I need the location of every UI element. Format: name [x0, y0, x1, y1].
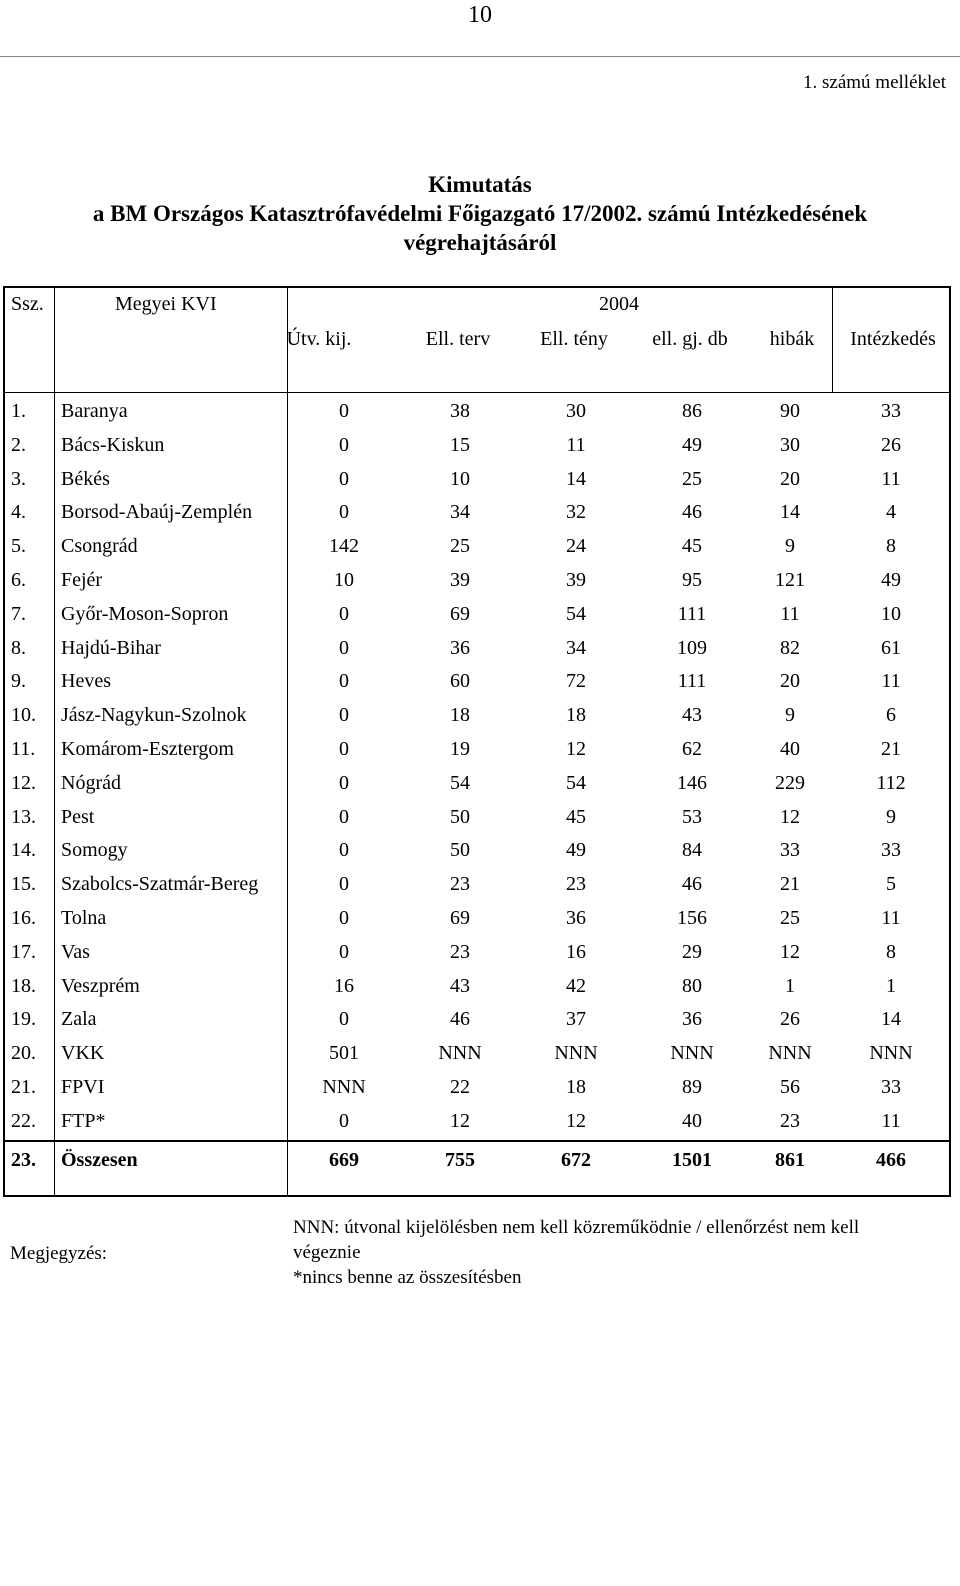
value-cell: 21	[881, 738, 901, 760]
title-line-3: végrehajtásáról	[403, 230, 557, 255]
value-cell: 11	[566, 433, 586, 456]
value-cell: 39	[450, 569, 470, 591]
value-cell: 0	[339, 738, 349, 760]
title-line-2: a BM Országos Katasztrófavédelmi Főigazgató 17/2002. számú Intézkedésének	[92, 201, 868, 226]
value-cell: 43	[682, 704, 702, 727]
value-cell: 9	[785, 704, 795, 727]
value-cell: 8	[886, 940, 896, 963]
county-name: Veszprém	[61, 974, 140, 997]
value-cell: 86	[682, 400, 702, 422]
column-header: hibák	[769, 328, 815, 350]
value-cell: 43	[450, 974, 470, 997]
value-cell: 14	[566, 467, 586, 490]
value-cell: 12	[450, 1109, 470, 1132]
note-line-1: NNN: útvonal kijelölésben nem kell közreműködnie / ellenőrzést nem kell	[293, 1217, 860, 1238]
value-cell: 11	[881, 1109, 901, 1132]
value-cell: 30	[780, 433, 800, 456]
value-cell: 0	[339, 839, 349, 862]
value-cell: 25	[780, 907, 800, 929]
total-value-cell: 466	[876, 1149, 906, 1171]
value-cell: 46	[682, 873, 702, 896]
value-cell: 33	[881, 1076, 901, 1098]
notes-label: Megjegyzés:	[10, 1243, 108, 1264]
column-header: Ell. tény	[540, 328, 608, 350]
row-number: 3.	[11, 467, 26, 490]
value-cell: 19	[450, 738, 470, 760]
value-cell: 84	[682, 839, 702, 862]
value-cell: 32	[566, 501, 586, 524]
value-cell: 10	[450, 467, 470, 490]
row-number: 9.	[11, 670, 26, 693]
total-value-cell: 861	[775, 1149, 805, 1171]
column-header: Ell. terv	[425, 328, 491, 350]
row-number: 14.	[11, 839, 36, 862]
row-number: 22.	[11, 1109, 36, 1132]
value-cell: 20	[780, 467, 800, 490]
value-cell: 6	[886, 704, 896, 727]
county-name: FTP*	[61, 1109, 106, 1132]
value-cell: 53	[682, 805, 702, 828]
row-number: 17.	[11, 940, 36, 963]
row-number: 6.	[11, 569, 26, 591]
annex-label: 1. számú melléklet	[803, 72, 946, 93]
county-name: Pest	[61, 805, 95, 828]
value-cell: 112	[876, 771, 906, 794]
value-cell: 23	[450, 940, 470, 963]
column-header: Intézkedés	[850, 328, 936, 350]
county-name: FPVI	[61, 1076, 105, 1098]
header-row-divider	[5, 392, 949, 393]
value-cell: 111	[677, 602, 707, 625]
value-cell: 20	[780, 670, 800, 693]
value-cell: 0	[339, 602, 349, 625]
value-cell: 38	[450, 400, 470, 422]
value-cell: 0	[339, 636, 349, 659]
county-name: Szabolcs-Szatmár-Bereg	[61, 873, 259, 896]
value-cell: 54	[566, 602, 586, 625]
column-header: ell. gj. db	[652, 328, 728, 350]
row-number: 20.	[11, 1042, 36, 1065]
header-rule	[0, 56, 960, 57]
value-cell: 109	[677, 636, 707, 659]
value-cell: 0	[339, 873, 349, 896]
value-cell: 39	[566, 569, 586, 591]
county-name: Somogy	[61, 839, 128, 862]
value-cell: 121	[775, 569, 805, 591]
value-cell: 50	[450, 805, 470, 828]
value-cell: 62	[682, 738, 702, 760]
value-cell: 21	[780, 873, 800, 896]
value-cell: 0	[339, 805, 349, 828]
value-cell: 501	[329, 1042, 359, 1065]
header-megyei-kvi: Megyei KVI	[115, 293, 217, 315]
value-cell: 45	[682, 535, 702, 558]
value-cell: 60	[450, 670, 470, 693]
value-cell: 229	[775, 771, 805, 794]
row-number: 12.	[11, 771, 36, 794]
row-number: 11.	[11, 738, 36, 760]
value-cell: 56	[780, 1076, 800, 1098]
value-cell: 46	[450, 1008, 470, 1031]
col-divider	[287, 288, 288, 1195]
value-cell: 18	[450, 704, 470, 727]
county-name: Tolna	[61, 907, 107, 929]
value-cell: 8	[886, 535, 896, 558]
total-value-cell: 755	[445, 1149, 475, 1171]
value-cell: 26	[881, 433, 901, 456]
total-value-cell: 669	[329, 1149, 359, 1171]
county-name: Vas	[61, 940, 90, 963]
county-name: Komárom-Esztergom	[61, 738, 234, 760]
value-cell: 46	[682, 501, 702, 524]
title-line-1: Kimutatás	[428, 172, 532, 197]
data-table	[3, 286, 951, 1197]
value-cell: 34	[566, 636, 586, 659]
value-cell: 24	[566, 535, 586, 558]
value-cell: 0	[339, 433, 349, 456]
value-cell: NNN	[768, 1042, 812, 1065]
value-cell: 23	[780, 1109, 800, 1132]
value-cell: 10	[881, 602, 901, 625]
row-number: 5.	[11, 535, 26, 558]
header-ssz: Ssz.	[11, 293, 44, 315]
value-cell: 12	[566, 1109, 586, 1132]
value-cell: 36	[450, 636, 470, 659]
total-value-cell: 672	[561, 1149, 591, 1171]
note-line-3: *nincs benne az összesítésben	[293, 1267, 522, 1288]
county-name: Zala	[61, 1008, 97, 1031]
county-name: Borsod-Abaúj-Zemplén	[61, 501, 253, 524]
value-cell: 14	[881, 1008, 901, 1031]
value-cell: 5	[886, 873, 896, 896]
value-cell: 16	[334, 974, 354, 997]
notes-text	[293, 1215, 933, 1290]
row-number: 16.	[11, 907, 36, 929]
header-year: 2004	[599, 293, 639, 315]
value-cell: 0	[339, 907, 349, 929]
value-cell: 30	[566, 400, 586, 422]
value-cell: 25	[682, 467, 702, 490]
row-number: 8.	[11, 636, 26, 659]
value-cell: 22	[450, 1076, 470, 1098]
row-number: 7.	[11, 602, 26, 625]
value-cell: 0	[339, 1008, 349, 1031]
value-cell: 1	[785, 974, 795, 997]
value-cell: 14	[780, 501, 800, 524]
value-cell: 25	[450, 535, 470, 558]
document-title	[0, 170, 960, 257]
row-number: 1.	[11, 400, 26, 422]
row-number: 2.	[11, 433, 26, 456]
value-cell: NNN	[438, 1042, 482, 1065]
value-cell: 9	[886, 805, 896, 828]
value-cell: 54	[566, 771, 586, 794]
value-cell: 49	[566, 839, 586, 862]
page-number: 10	[468, 2, 492, 28]
value-cell: 69	[450, 907, 470, 929]
row-number: 4.	[11, 501, 26, 524]
value-cell: 4	[886, 501, 896, 524]
value-cell: 0	[339, 501, 349, 524]
value-cell: 12	[780, 805, 800, 828]
value-cell: 69	[450, 602, 470, 625]
value-cell: 34	[450, 501, 470, 524]
value-cell: 23	[566, 873, 586, 896]
value-cell: 40	[682, 1109, 702, 1132]
value-cell: 142	[329, 535, 359, 558]
value-cell: 33	[780, 839, 800, 862]
value-cell: 0	[339, 1109, 349, 1132]
note-line-2: végeznie	[293, 1242, 361, 1263]
value-cell: 0	[339, 771, 349, 794]
row-number: 19.	[11, 1008, 36, 1031]
value-cell: 33	[881, 400, 901, 422]
value-cell: 16	[566, 940, 586, 963]
value-cell: 36	[682, 1008, 702, 1031]
col-divider	[54, 288, 55, 1195]
value-cell: 45	[566, 805, 586, 828]
value-cell: 95	[682, 569, 702, 591]
value-cell: 11	[881, 670, 901, 693]
value-cell: 11	[780, 602, 800, 625]
county-name: Heves	[61, 670, 111, 693]
row-number: 10.	[11, 704, 36, 727]
county-name: Békés	[61, 467, 110, 490]
value-cell: 36	[566, 907, 586, 929]
total-row-number: 23.	[11, 1149, 36, 1171]
value-cell: 37	[566, 1008, 586, 1031]
row-number: 15.	[11, 873, 36, 896]
row-number: 18.	[11, 974, 36, 997]
value-cell: NNN	[869, 1042, 913, 1065]
county-name: Hajdú-Bihar	[61, 636, 161, 659]
value-cell: 1	[886, 974, 896, 997]
county-name: Jász-Nagykun-Szolnok	[61, 704, 247, 727]
value-cell: 9	[785, 535, 795, 558]
value-cell: 82	[780, 636, 800, 659]
county-name: Nógrád	[61, 771, 121, 794]
total-value-cell: 1501	[672, 1149, 712, 1171]
value-cell: 11	[881, 467, 901, 490]
value-cell: 12	[780, 940, 800, 963]
value-cell: 146	[677, 771, 707, 794]
value-cell: 29	[682, 940, 702, 963]
value-cell: 0	[339, 704, 349, 727]
row-number: 21.	[11, 1076, 36, 1098]
value-cell: 111	[677, 670, 707, 693]
county-name: VKK	[61, 1042, 105, 1065]
value-cell: 18	[566, 704, 586, 727]
value-cell: 61	[881, 636, 901, 659]
value-cell: NNN	[322, 1076, 366, 1098]
value-cell: 156	[677, 907, 707, 929]
value-cell: 54	[450, 771, 470, 794]
county-name: Fejér	[61, 569, 103, 591]
value-cell: 23	[450, 873, 470, 896]
value-cell: 49	[682, 433, 702, 456]
value-cell: 0	[339, 467, 349, 490]
total-label: Összesen	[61, 1149, 138, 1171]
county-name: Baranya	[61, 400, 128, 422]
county-name: Győr-Moson-Sopron	[61, 602, 229, 625]
total-row-divider	[5, 1140, 949, 1142]
value-cell: NNN	[670, 1042, 714, 1065]
value-cell: 50	[450, 839, 470, 862]
value-cell: 49	[881, 569, 901, 591]
value-cell: 80	[682, 974, 702, 997]
value-cell: 42	[566, 974, 586, 997]
value-cell: 0	[339, 670, 349, 693]
value-cell: 90	[780, 400, 800, 422]
value-cell: NNN	[554, 1042, 598, 1065]
county-name: Bács-Kiskun	[61, 433, 165, 456]
value-cell: 15	[450, 433, 470, 456]
column-header: Útv. kij.	[286, 328, 352, 350]
county-name: Csongrád	[61, 535, 138, 558]
value-cell: 18	[566, 1076, 586, 1098]
value-cell: 72	[566, 670, 586, 693]
row-number: 13.	[11, 805, 36, 828]
value-cell: 89	[682, 1076, 702, 1098]
value-cell: 10	[334, 569, 354, 591]
value-cell: 0	[339, 400, 349, 422]
value-cell: 0	[339, 940, 349, 963]
value-cell: 33	[881, 839, 901, 862]
value-cell: 11	[881, 907, 901, 929]
value-cell: 40	[780, 738, 800, 760]
value-cell: 26	[780, 1008, 800, 1031]
value-cell: 12	[566, 738, 586, 760]
